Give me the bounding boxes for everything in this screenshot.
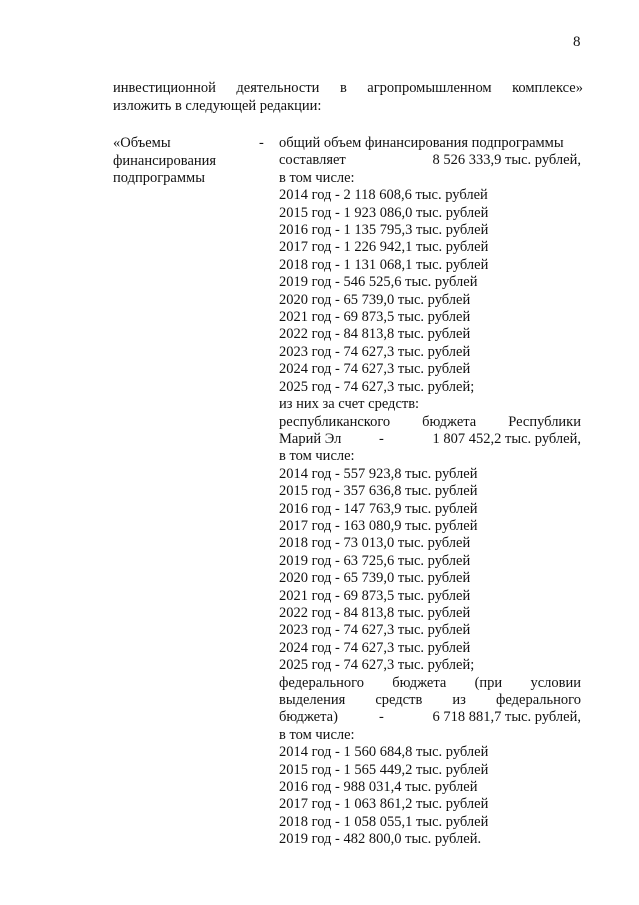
intro-word: комплексе» [512, 80, 583, 96]
intro-word: деятельности [236, 80, 320, 96]
total-amount-value: 8 526 333,9 тыс. рублей, [432, 152, 581, 169]
list-item: 2014 год - 557 923,8 тыс. рублей [279, 465, 478, 482]
label-line: финансирования [113, 152, 217, 169]
total-years-list [279, 187, 581, 396]
federal-word: условии [530, 674, 581, 691]
label-dash: - [259, 135, 264, 151]
list-item: 2015 год - 1 565 449,2 тыс. рублей [279, 761, 489, 778]
list-item: 2024 год - 74 627,3 тыс. рублей [279, 361, 471, 378]
list-item: 2022 год - 84 813,8 тыс. рублей [279, 326, 471, 343]
list-item: 2025 год - 74 627,3 тыс. рублей; [279, 378, 475, 395]
republic-name: Марий Эл [279, 430, 342, 447]
total-amount-label: составляет [279, 152, 346, 169]
intro-line-1 [113, 80, 583, 98]
list-item: 2023 год - 74 627,3 тыс. рублей [279, 622, 471, 639]
republic-line-1 [279, 414, 581, 431]
list-item: 2020 год - 65 739,0 тыс. рублей [279, 570, 471, 587]
total-line: общий объем финансирования подпрограммы [279, 135, 564, 151]
list-item: 2016 год - 988 031,4 тыс. рублей [279, 779, 478, 796]
list-item: 2025 год - 74 627,3 тыс. рублей; [279, 657, 475, 674]
federal-line-1 [279, 675, 581, 692]
financing-details [279, 135, 581, 849]
page-number: 8 [573, 34, 581, 50]
intro-word: агропромышленном [367, 80, 492, 96]
republic-word: Республики [508, 413, 581, 430]
list-item: 2019 год - 546 525,6 тыс. рублей [279, 274, 478, 291]
republic-word: бюджета [422, 413, 477, 430]
list-item: 2017 год - 1 226 942,1 тыс. рублей [279, 239, 489, 256]
list-item: 2014 год - 1 560 684,8 тыс. рублей [279, 744, 489, 761]
federal-word: федерального [496, 692, 581, 708]
federal-years-list [279, 744, 581, 848]
list-item: 2016 год - 1 135 795,3 тыс. рублей [279, 222, 489, 239]
section-label [113, 135, 253, 188]
federal-word: выделения [279, 692, 346, 708]
including-label: в том числе: [279, 726, 355, 743]
label-line: «Объемы [113, 135, 171, 151]
federal-dash: - [379, 709, 384, 726]
list-item: 2021 год - 69 873,5 тыс. рублей [279, 587, 471, 604]
republic-dash: - [379, 430, 384, 447]
list-item: 2020 год - 65 739,0 тыс. рублей [279, 291, 471, 308]
including-label: в том числе: [279, 448, 355, 465]
list-item: 2023 год - 74 627,3 тыс. рублей [279, 343, 471, 360]
list-item: 2018 год - 73 013,0 тыс. рублей [279, 535, 471, 552]
list-item: 2019 год - 482 800,0 тыс. рублей. [279, 831, 482, 848]
total-amount-row [279, 152, 581, 169]
republic-amount: 1 807 452,2 тыс. рублей, [432, 430, 581, 447]
sources-label: из них за счет средств: [279, 396, 420, 413]
federal-amount-row [279, 709, 581, 726]
including-label: в том числе: [279, 169, 355, 186]
federal-word: (при [474, 674, 503, 691]
federal-word: из [452, 692, 466, 708]
list-item: 2015 год - 1 923 086,0 тыс. рублей [279, 204, 489, 221]
federal-word: бюджета [392, 674, 447, 691]
list-item: 2021 год - 69 873,5 тыс. рублей [279, 309, 471, 326]
intro-paragraph [113, 80, 583, 115]
federal-word: средств [375, 692, 423, 708]
list-item: 2015 год - 357 636,8 тыс. рублей [279, 483, 478, 500]
list-item: 2022 год - 84 813,8 тыс. рублей [279, 604, 471, 621]
list-item: 2018 год - 1 131 068,1 тыс. рублей [279, 256, 489, 273]
label-line: подпрограммы [113, 170, 205, 187]
list-item: 2019 год - 63 725,6 тыс. рублей [279, 552, 471, 569]
republic-amount-row [279, 431, 581, 448]
republic-years-list [279, 466, 581, 675]
list-item: 2018 год - 1 058 055,1 тыс. рублей [279, 813, 489, 830]
list-item: 2016 год - 147 763,9 тыс. рублей [279, 500, 478, 517]
federal-word: федерального [279, 674, 364, 691]
list-item: 2017 год - 1 063 861,2 тыс. рублей [279, 796, 489, 813]
list-item: 2024 год - 74 627,3 тыс. рублей [279, 639, 471, 656]
list-item: 2014 год - 2 118 608,6 тыс. рублей [279, 187, 488, 204]
intro-line-2: изложить в следующей редакции: [113, 97, 322, 114]
list-item: 2017 год - 163 080,9 тыс. рублей [279, 517, 478, 534]
intro-word: в [339, 80, 347, 96]
federal-line-2 [279, 692, 581, 709]
republic-word: республиканского [279, 413, 391, 430]
federal-name: бюджета) [279, 709, 338, 726]
federal-amount: 6 718 881,7 тыс. рублей, [432, 709, 581, 726]
intro-word: инвестиционной [113, 80, 216, 96]
